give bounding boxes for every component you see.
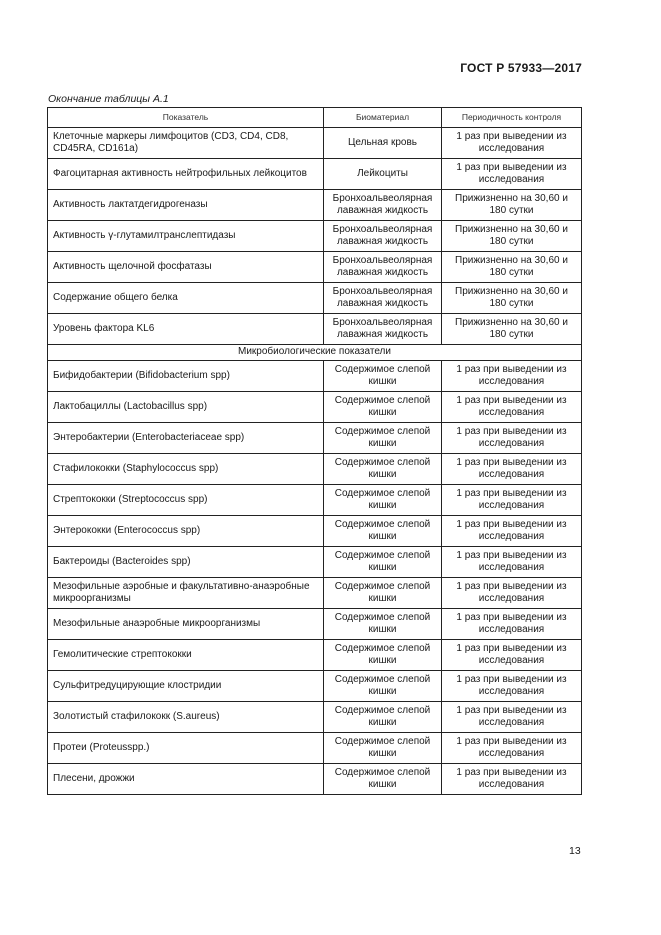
biomaterial-cell: Содержимое слепой кишки [324,764,442,795]
indicator-cell: Энтеробактерии (Enterobacteriaceae spp) [48,423,324,454]
indicators-table [47,107,582,795]
table-row [48,485,582,516]
frequency-cell: 1 раз при выведении из исследования [442,454,582,485]
frequency-cell: 1 раз при выведении из исследования [442,733,582,764]
biomaterial-cell: Содержимое слепой кишки [324,733,442,764]
indicator-cell: Клеточные маркеры лимфоцитов (CD3, CD4, CD8, CD45RA, CD161a) [48,128,324,159]
frequency-cell: 1 раз при выведении из исследования [442,609,582,640]
frequency-cell: 1 раз при выведении из исследования [442,547,582,578]
table-row [48,702,582,733]
indicator-cell: Уровень фактора KL6 [48,314,324,345]
table-row [48,454,582,485]
biomaterial-cell: Содержимое слепой кишки [324,640,442,671]
column-header-frequency: Периодичность контроля [442,108,582,128]
column-header-biomaterial: Биоматериал [324,108,442,128]
table-row [48,516,582,547]
indicator-cell: Плесени, дрожжи [48,764,324,795]
table-row [48,423,582,454]
biomaterial-cell: Бронхоальвеолярная лаважная жидкость [324,221,442,252]
biomaterial-cell: Содержимое слепой кишки [324,392,442,423]
indicator-cell: Золотистый стафилококк (S.aureus) [48,702,324,733]
table-row [48,547,582,578]
frequency-cell: 1 раз при выведении из исследования [442,640,582,671]
indicator-cell: Активность щелочной фосфатазы [48,252,324,283]
table-row [48,221,582,252]
biomaterial-cell: Цельная кровь [324,128,442,159]
frequency-cell: Прижизненно на 30,60 и 180 сутки [442,314,582,345]
frequency-cell: 1 раз при выведении из исследования [442,485,582,516]
table-row [48,733,582,764]
indicator-cell: Фагоцитарная активность нейтрофильных лейкоцитов [48,159,324,190]
indicator-cell: Бифидобактерии (Bifidobacterium spp) [48,361,324,392]
standard-code-header: ГОСТ Р 57933—2017 [460,61,582,75]
biomaterial-cell: Содержимое слепой кишки [324,609,442,640]
biomaterial-cell: Содержимое слепой кишки [324,516,442,547]
frequency-cell: 1 раз при выведении из исследования [442,392,582,423]
table-row [48,252,582,283]
biomaterial-cell: Содержимое слепой кишки [324,454,442,485]
biomaterial-cell: Содержимое слепой кишки [324,702,442,733]
indicator-cell: Стафилококки (Staphylococcus spp) [48,454,324,485]
indicator-cell: Лактобациллы (Lactobacillus spp) [48,392,324,423]
biomaterial-cell: Содержимое слепой кишки [324,671,442,702]
table-row [48,671,582,702]
indicator-cell: Активность лактатдегидрогеназы [48,190,324,221]
table-row [48,578,582,609]
indicator-cell: Гемолитические стрептококки [48,640,324,671]
indicator-cell: Мезофильные аэробные и факультативно-анаэробные микроорганизмы [48,578,324,609]
section-header-row [48,345,582,361]
biomaterial-cell: Лейкоциты [324,159,442,190]
frequency-cell: 1 раз при выведении из исследования [442,128,582,159]
indicator-cell: Содержание общего белка [48,283,324,314]
frequency-cell: Прижизненно на 30,60 и 180 сутки [442,221,582,252]
frequency-cell: 1 раз при выведении из исследования [442,578,582,609]
table-body [48,128,582,795]
table-row [48,392,582,423]
section-title: Микробиологические показатели [48,345,582,361]
table-row [48,128,582,159]
frequency-cell: 1 раз при выведении из исследования [442,671,582,702]
biomaterial-cell: Бронхоальвеолярная лаважная жидкость [324,314,442,345]
table-row [48,764,582,795]
biomaterial-cell: Содержимое слепой кишки [324,361,442,392]
table-row [48,190,582,221]
biomaterial-cell: Содержимое слепой кишки [324,578,442,609]
indicator-cell: Активность γ-глутамилтранслептидазы [48,221,324,252]
indicator-cell: Сульфитредуцирующие клостридии [48,671,324,702]
biomaterial-cell: Содержимое слепой кишки [324,547,442,578]
frequency-cell: 1 раз при выведении из исследования [442,423,582,454]
page-number: 13 [569,845,581,857]
biomaterial-cell: Бронхоальвеолярная лаважная жидкость [324,283,442,314]
table-row [48,283,582,314]
indicator-cell: Протеи (Proteusspp.) [48,733,324,764]
table-caption: Окончание таблицы А.1 [48,93,169,105]
indicator-cell: Бактероиды (Bacteroides spp) [48,547,324,578]
frequency-cell: 1 раз при выведении из исследования [442,764,582,795]
indicator-cell: Энтерококки (Enterococcus spp) [48,516,324,547]
table-row [48,361,582,392]
frequency-cell: 1 раз при выведении из исследования [442,361,582,392]
table-row [48,609,582,640]
table-header-row [48,108,582,128]
frequency-cell: Прижизненно на 30,60 и 180 сутки [442,252,582,283]
frequency-cell: Прижизненно на 30,60 и 180 сутки [442,190,582,221]
frequency-cell: 1 раз при выведении из исследования [442,159,582,190]
column-header-indicator: Показатель [48,108,324,128]
table-row [48,314,582,345]
frequency-cell: 1 раз при выведении из исследования [442,516,582,547]
indicator-cell: Стрептококки (Streptococcus spp) [48,485,324,516]
table-row [48,159,582,190]
frequency-cell: 1 раз при выведении из исследования [442,702,582,733]
indicator-cell: Мезофильные анаэробные микроорганизмы [48,609,324,640]
biomaterial-cell: Бронхоальвеолярная лаважная жидкость [324,252,442,283]
biomaterial-cell: Содержимое слепой кишки [324,485,442,516]
biomaterial-cell: Содержимое слепой кишки [324,423,442,454]
biomaterial-cell: Бронхоальвеолярная лаважная жидкость [324,190,442,221]
table-row [48,640,582,671]
frequency-cell: Прижизненно на 30,60 и 180 сутки [442,283,582,314]
